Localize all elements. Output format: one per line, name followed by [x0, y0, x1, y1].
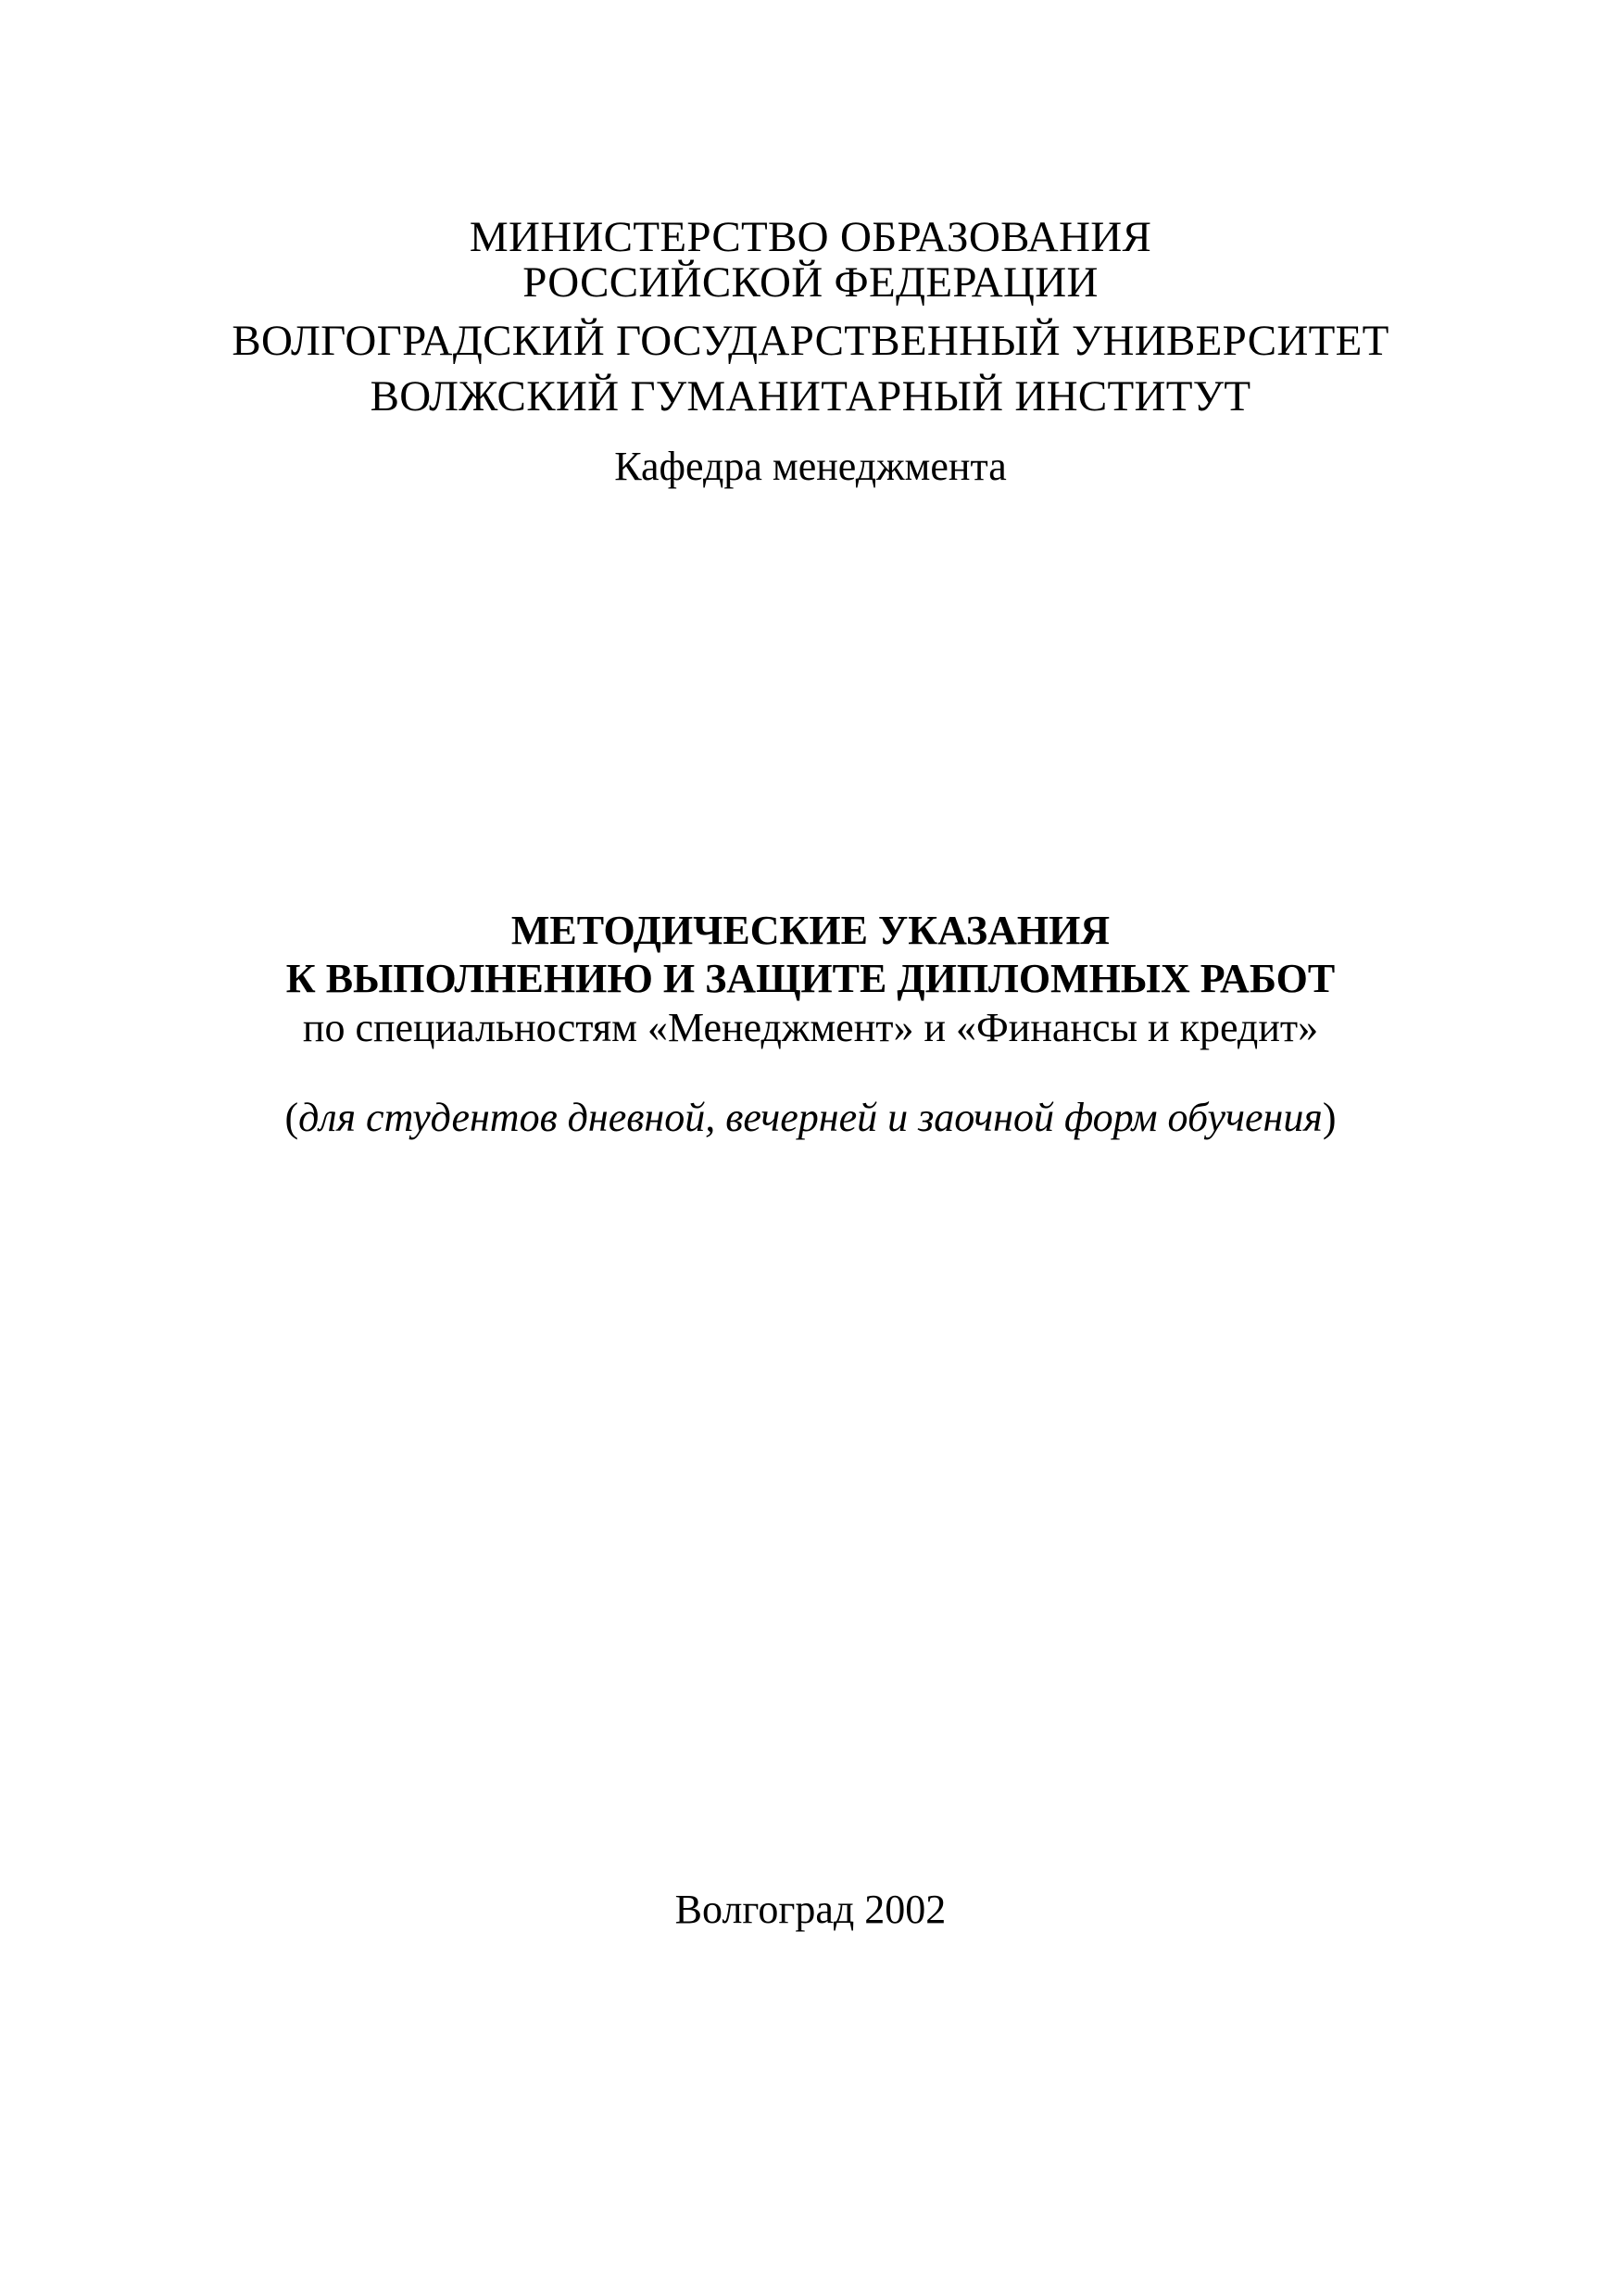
- ministry-line-2: РОССИЙСКОЙ ФЕДЕРАЦИИ: [522, 258, 1099, 307]
- audience-close-paren: ): [1322, 1095, 1337, 1140]
- audience-note: [0, 1095, 1621, 1140]
- department-name: Кафедра менеджмента: [614, 444, 1007, 489]
- ministry-line-1: МИНИСТЕРСТВО ОБРАЗОВАНИЯ: [469, 213, 1152, 261]
- university-name: ВОЛГОГРАДСКИЙ ГОСУДАРСТВЕННЫЙ УНИВЕРСИТЕТ: [232, 317, 1389, 365]
- audience-open-paren: (: [284, 1095, 299, 1140]
- city-year: Волгоград 2002: [674, 1887, 947, 1932]
- document-subtitle: по специальностям «Менеджмент» и «Финансы и кредит»: [302, 1005, 1319, 1050]
- audience-text: для студентов дневной, вечерней и заочной форм обучения: [298, 1095, 1323, 1140]
- document-title-line-1: МЕТОДИЧЕСКИЕ УКАЗАНИЯ: [510, 908, 1111, 953]
- institute-name: ВОЛЖСКИЙ ГУМАНИТАРНЫЙ ИНСТИТУТ: [370, 372, 1251, 420]
- document-title-line-2: К ВЫПОЛНЕНИЮ И ЗАЩИТЕ ДИПЛОМНЫХ РАБОТ: [285, 956, 1336, 1001]
